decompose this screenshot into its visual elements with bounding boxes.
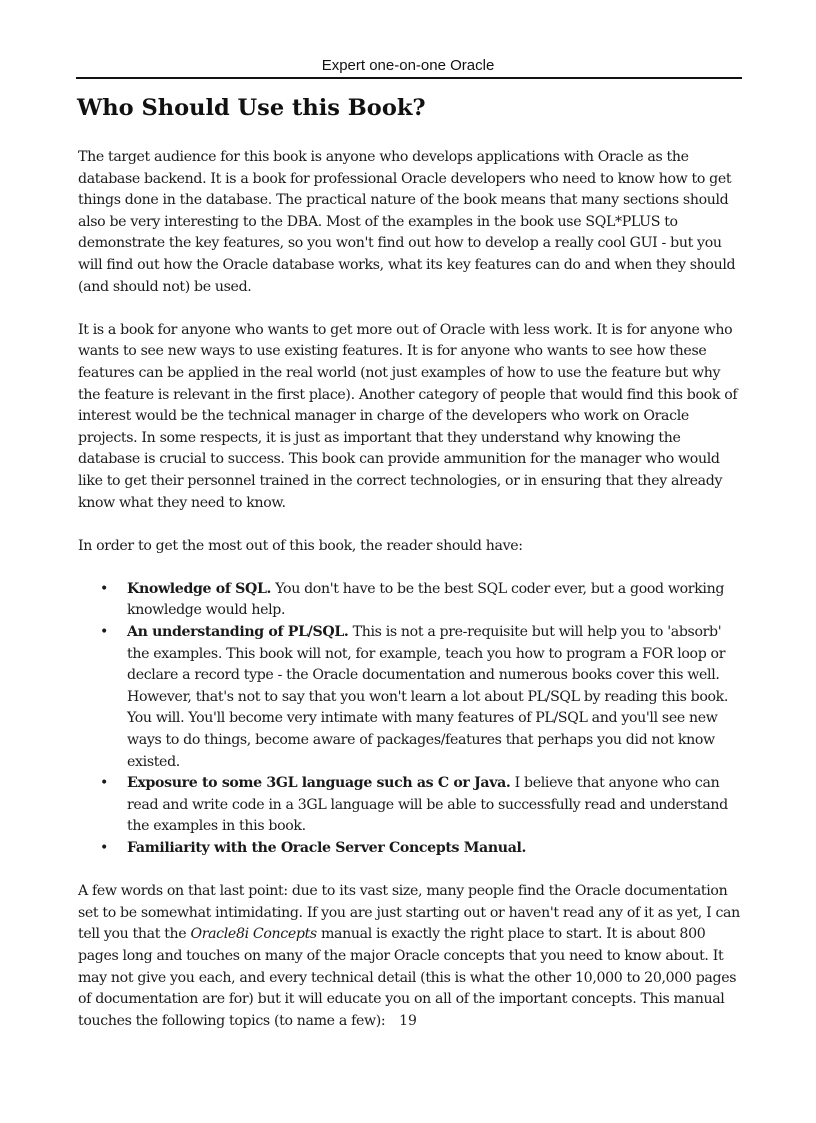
list-item (78, 579, 742, 622)
list-item-heading: An understanding of PL/SQL. (127, 624, 349, 641)
paragraph-target-audience: The target audience for this book is anyone who develops applications with Oracle as the database backend. It is a book for professional Oracle developers who need to know how to get things done in the database. The practical nature of the book means that many sections should also be very interesting to the DBA. Most of the examples in the book use SQL*PLUS to demonstrate the key features, so you won't find out how to develop a really cool GUI - but you will find out how the Oracle database works, what its key features can do and when they should (and should not) be used. (78, 149, 736, 295)
paragraph-reader-should-have: In order to get the most out of this book, the reader should have: (78, 537, 523, 554)
paragraph-concepts-manual (78, 881, 742, 1032)
list-item-heading: Exposure to some 3GL language such as C or Java. (127, 775, 511, 792)
list-item (78, 773, 742, 838)
list-item (78, 622, 742, 773)
body-text (78, 147, 742, 1054)
list-item-heading: Familiarity with the Oracle Server Concepts Manual. (127, 840, 527, 856)
bullet-icon: • (100, 775, 108, 792)
manual-title: Oracle8i Concepts (190, 926, 317, 943)
bullet-icon: • (100, 580, 108, 597)
list-item-text: This is not a pre-requisite but will help you to 'absorb' the examples. This book will not, for example, teach you how to program a FOR loop or declare a record type - the Oracle documentation and numerous books cover this well. However, that's not to say that you won't learn a lot about PL/SQL by reading this book. You will. You'll become very intimate with many features of PL/SQL and you'll see new ways to do things, become aware of packages/features that perhaps you did not know existed. (127, 624, 729, 770)
paragraph-more-out-of-oracle: It is a book for anyone who wants to get more out of Oracle with less work. It is for anyone who wants to see new ways to use existing features. It is for anyone who wants to see how these features can be applied in the real world (not just examples of how to use the feature but why the feature is relevant in the first place). Another category of people that would find this book of interest would be the technical manager in charge of the developers who work on Oracle projects. In some respects, it is just as important that they understand why knowing the database is crucial to success. This book can provide ammunition for the manager who would like to get their personnel trained in the correct technologies, or in ensuring that they already know what they need to know. (78, 321, 738, 511)
page-number: 19 (399, 1013, 417, 1029)
bullet-icon: • (100, 840, 108, 856)
section-title: Who Should Use this Book? (77, 95, 426, 121)
list-item (78, 838, 742, 860)
running-header: Expert one-on-one Oracle (321, 57, 495, 74)
paragraph-text: A few words on that last point: due to its vast size, many people find the Oracle documentation set to be somewhat intimidating. If you are just starting out or haven't read any of it as yet, I can tell you that the (78, 883, 740, 943)
paragraph-text: manual is exactly the right place to start. It is about 800 pages long and touches on many of the major Oracle concepts that you need to know about. It may not give you each, and every technical detail (this is what the other 10,000 to 20,000 pages of documentation are for) but it will educate you on all of the important concepts. This manual touches the following topics (to name a few): (78, 926, 737, 1029)
bullet-icon: • (100, 624, 108, 641)
prerequisites-list (78, 579, 742, 860)
list-item-text: I believe that anyone who can read and write code in a 3GL language will be able to successfully read and understand the examples in this book. (127, 775, 728, 835)
header-rule (76, 77, 742, 79)
list-item-heading: Knowledge of SQL. (127, 580, 272, 597)
list-item-text: You don't have to be the best SQL coder ever, but a good working knowledge would help. (127, 580, 725, 619)
